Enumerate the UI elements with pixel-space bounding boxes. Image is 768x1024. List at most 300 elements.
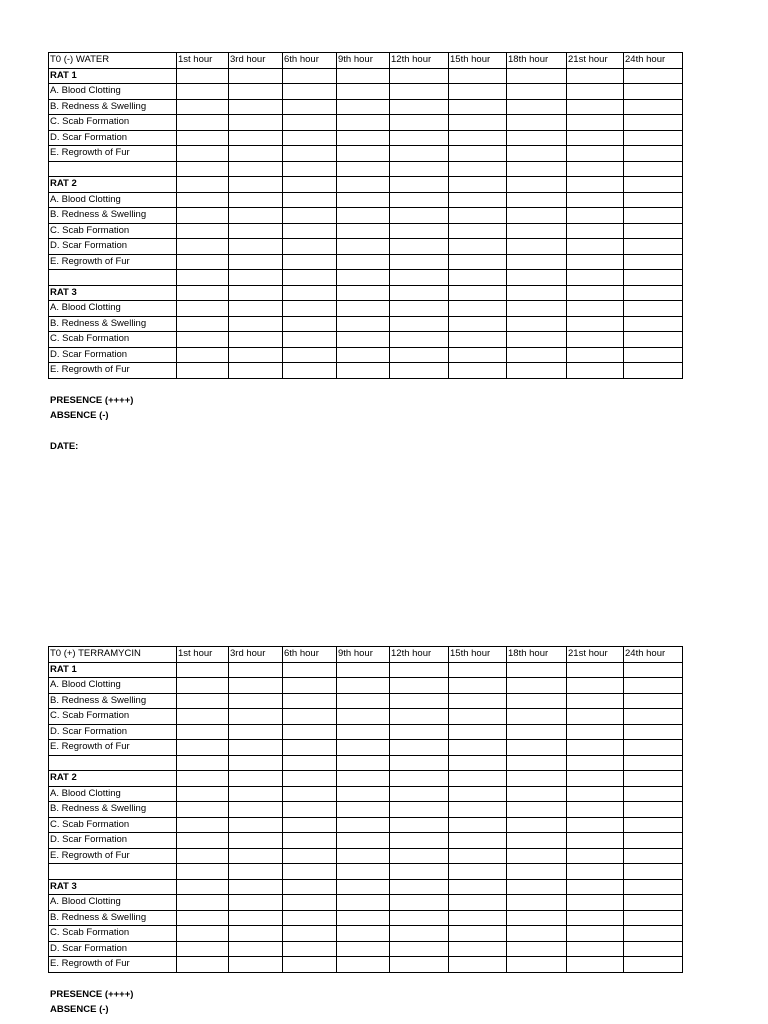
observation-cell[interactable]	[507, 848, 567, 864]
observation-cell[interactable]	[449, 879, 507, 895]
observation-cell[interactable]	[507, 332, 567, 348]
observation-cell[interactable]	[390, 926, 449, 942]
observation-cell[interactable]	[283, 926, 337, 942]
observation-cell[interactable]	[337, 941, 390, 957]
empty-cell[interactable]	[390, 270, 449, 286]
observation-cell[interactable]	[567, 254, 624, 270]
observation-cell[interactable]	[337, 239, 390, 255]
observation-cell[interactable]	[507, 347, 567, 363]
observation-cell[interactable]	[283, 332, 337, 348]
observation-cell[interactable]	[507, 223, 567, 239]
observation-cell[interactable]	[177, 678, 229, 694]
observation-cell[interactable]	[624, 223, 683, 239]
observation-cell[interactable]	[390, 192, 449, 208]
empty-cell[interactable]	[49, 161, 177, 177]
observation-cell[interactable]	[567, 332, 624, 348]
observation-cell[interactable]	[390, 332, 449, 348]
observation-cell[interactable]	[229, 833, 283, 849]
observation-cell[interactable]	[337, 208, 390, 224]
observation-cell[interactable]	[507, 316, 567, 332]
observation-cell[interactable]	[390, 223, 449, 239]
observation-cell[interactable]	[567, 833, 624, 849]
observation-cell[interactable]	[624, 347, 683, 363]
empty-cell[interactable]	[390, 161, 449, 177]
observation-cell[interactable]	[229, 363, 283, 379]
empty-cell[interactable]	[624, 270, 683, 286]
empty-cell[interactable]	[390, 755, 449, 771]
observation-cell[interactable]	[283, 363, 337, 379]
empty-cell[interactable]	[567, 864, 624, 880]
observation-cell[interactable]	[507, 709, 567, 725]
observation-cell[interactable]	[283, 177, 337, 193]
observation-cell[interactable]	[337, 332, 390, 348]
observation-cell[interactable]	[283, 239, 337, 255]
observation-cell[interactable]	[624, 363, 683, 379]
observation-cell[interactable]	[337, 895, 390, 911]
observation-cell[interactable]	[283, 130, 337, 146]
observation-cell[interactable]	[624, 817, 683, 833]
observation-cell[interactable]	[390, 285, 449, 301]
observation-cell[interactable]	[624, 332, 683, 348]
observation-cell[interactable]	[624, 130, 683, 146]
empty-cell[interactable]	[507, 270, 567, 286]
observation-cell[interactable]	[229, 678, 283, 694]
observation-cell[interactable]	[337, 693, 390, 709]
empty-cell[interactable]	[449, 270, 507, 286]
observation-cell[interactable]	[567, 709, 624, 725]
observation-cell[interactable]	[177, 130, 229, 146]
observation-cell[interactable]	[624, 285, 683, 301]
observation-cell[interactable]	[283, 941, 337, 957]
observation-cell[interactable]	[177, 957, 229, 973]
observation-cell[interactable]	[507, 254, 567, 270]
observation-cell[interactable]	[507, 662, 567, 678]
observation-cell[interactable]	[229, 68, 283, 84]
observation-cell[interactable]	[177, 786, 229, 802]
observation-cell[interactable]	[567, 316, 624, 332]
observation-cell[interactable]	[624, 957, 683, 973]
observation-cell[interactable]	[624, 926, 683, 942]
observation-cell[interactable]	[229, 802, 283, 818]
observation-cell[interactable]	[283, 99, 337, 115]
observation-cell[interactable]	[624, 678, 683, 694]
observation-cell[interactable]	[507, 957, 567, 973]
observation-cell[interactable]	[283, 833, 337, 849]
empty-cell[interactable]	[449, 161, 507, 177]
observation-cell[interactable]	[337, 740, 390, 756]
empty-cell[interactable]	[624, 755, 683, 771]
observation-cell[interactable]	[449, 285, 507, 301]
observation-cell[interactable]	[567, 130, 624, 146]
observation-cell[interactable]	[449, 926, 507, 942]
observation-cell[interactable]	[624, 802, 683, 818]
observation-cell[interactable]	[283, 192, 337, 208]
observation-cell[interactable]	[567, 115, 624, 131]
observation-cell[interactable]	[229, 223, 283, 239]
observation-cell[interactable]	[337, 99, 390, 115]
empty-cell[interactable]	[177, 270, 229, 286]
observation-cell[interactable]	[390, 833, 449, 849]
observation-cell[interactable]	[283, 115, 337, 131]
observation-cell[interactable]	[177, 662, 229, 678]
observation-cell[interactable]	[283, 285, 337, 301]
observation-cell[interactable]	[177, 285, 229, 301]
observation-cell[interactable]	[507, 208, 567, 224]
observation-cell[interactable]	[229, 848, 283, 864]
observation-cell[interactable]	[229, 285, 283, 301]
observation-cell[interactable]	[337, 316, 390, 332]
observation-cell[interactable]	[624, 192, 683, 208]
observation-cell[interactable]	[449, 254, 507, 270]
empty-cell[interactable]	[283, 270, 337, 286]
observation-cell[interactable]	[567, 941, 624, 957]
observation-cell[interactable]	[283, 301, 337, 317]
observation-cell[interactable]	[177, 926, 229, 942]
observation-cell[interactable]	[449, 301, 507, 317]
observation-cell[interactable]	[283, 910, 337, 926]
observation-cell[interactable]	[507, 724, 567, 740]
observation-cell[interactable]	[390, 786, 449, 802]
observation-cell[interactable]	[567, 879, 624, 895]
observation-cell[interactable]	[283, 678, 337, 694]
observation-cell[interactable]	[507, 678, 567, 694]
observation-cell[interactable]	[507, 177, 567, 193]
observation-cell[interactable]	[507, 693, 567, 709]
observation-cell[interactable]	[390, 99, 449, 115]
observation-cell[interactable]	[449, 146, 507, 162]
observation-cell[interactable]	[449, 771, 507, 787]
observation-cell[interactable]	[283, 146, 337, 162]
observation-cell[interactable]	[507, 301, 567, 317]
observation-cell[interactable]	[283, 208, 337, 224]
observation-cell[interactable]	[449, 957, 507, 973]
empty-cell[interactable]	[567, 270, 624, 286]
observation-cell[interactable]	[449, 740, 507, 756]
observation-cell[interactable]	[283, 848, 337, 864]
observation-cell[interactable]	[337, 709, 390, 725]
observation-cell[interactable]	[390, 895, 449, 911]
observation-cell[interactable]	[177, 802, 229, 818]
observation-cell[interactable]	[390, 177, 449, 193]
observation-cell[interactable]	[567, 285, 624, 301]
observation-cell[interactable]	[507, 239, 567, 255]
observation-cell[interactable]	[337, 363, 390, 379]
observation-cell[interactable]	[507, 941, 567, 957]
observation-cell[interactable]	[229, 316, 283, 332]
observation-cell[interactable]	[337, 254, 390, 270]
observation-cell[interactable]	[507, 285, 567, 301]
observation-cell[interactable]	[177, 879, 229, 895]
observation-cell[interactable]	[507, 802, 567, 818]
observation-cell[interactable]	[567, 239, 624, 255]
observation-cell[interactable]	[507, 146, 567, 162]
observation-cell[interactable]	[177, 146, 229, 162]
observation-cell[interactable]	[337, 130, 390, 146]
observation-cell[interactable]	[624, 848, 683, 864]
observation-cell[interactable]	[229, 115, 283, 131]
observation-cell[interactable]	[449, 662, 507, 678]
empty-cell[interactable]	[49, 755, 177, 771]
observation-cell[interactable]	[449, 802, 507, 818]
observation-cell[interactable]	[567, 957, 624, 973]
observation-cell[interactable]	[449, 910, 507, 926]
observation-cell[interactable]	[229, 771, 283, 787]
observation-cell[interactable]	[283, 740, 337, 756]
observation-cell[interactable]	[449, 316, 507, 332]
observation-cell[interactable]	[337, 833, 390, 849]
observation-cell[interactable]	[567, 301, 624, 317]
observation-cell[interactable]	[337, 223, 390, 239]
observation-cell[interactable]	[283, 802, 337, 818]
observation-cell[interactable]	[283, 223, 337, 239]
observation-cell[interactable]	[177, 910, 229, 926]
observation-cell[interactable]	[507, 895, 567, 911]
empty-cell[interactable]	[337, 755, 390, 771]
observation-cell[interactable]	[624, 709, 683, 725]
observation-cell[interactable]	[390, 817, 449, 833]
observation-cell[interactable]	[177, 301, 229, 317]
observation-cell[interactable]	[567, 208, 624, 224]
observation-cell[interactable]	[449, 84, 507, 100]
empty-cell[interactable]	[390, 864, 449, 880]
observation-cell[interactable]	[507, 363, 567, 379]
observation-cell[interactable]	[177, 347, 229, 363]
observation-cell[interactable]	[229, 332, 283, 348]
observation-cell[interactable]	[567, 740, 624, 756]
observation-cell[interactable]	[229, 177, 283, 193]
observation-cell[interactable]	[390, 316, 449, 332]
observation-cell[interactable]	[229, 130, 283, 146]
observation-cell[interactable]	[624, 895, 683, 911]
observation-cell[interactable]	[229, 709, 283, 725]
observation-cell[interactable]	[390, 957, 449, 973]
empty-cell[interactable]	[337, 270, 390, 286]
observation-cell[interactable]	[567, 68, 624, 84]
observation-cell[interactable]	[624, 771, 683, 787]
observation-cell[interactable]	[337, 802, 390, 818]
observation-cell[interactable]	[507, 740, 567, 756]
observation-cell[interactable]	[390, 709, 449, 725]
observation-cell[interactable]	[177, 239, 229, 255]
observation-cell[interactable]	[177, 177, 229, 193]
observation-cell[interactable]	[567, 802, 624, 818]
observation-cell[interactable]	[229, 146, 283, 162]
observation-cell[interactable]	[337, 285, 390, 301]
observation-cell[interactable]	[229, 693, 283, 709]
observation-cell[interactable]	[283, 68, 337, 84]
observation-cell[interactable]	[567, 771, 624, 787]
observation-cell[interactable]	[229, 662, 283, 678]
empty-cell[interactable]	[449, 755, 507, 771]
empty-cell[interactable]	[507, 161, 567, 177]
observation-cell[interactable]	[337, 301, 390, 317]
observation-cell[interactable]	[390, 68, 449, 84]
observation-cell[interactable]	[624, 316, 683, 332]
observation-cell[interactable]	[177, 68, 229, 84]
observation-cell[interactable]	[624, 254, 683, 270]
empty-cell[interactable]	[283, 755, 337, 771]
observation-cell[interactable]	[177, 833, 229, 849]
observation-cell[interactable]	[624, 879, 683, 895]
observation-cell[interactable]	[567, 662, 624, 678]
empty-cell[interactable]	[49, 270, 177, 286]
observation-cell[interactable]	[283, 895, 337, 911]
observation-cell[interactable]	[390, 771, 449, 787]
observation-cell[interactable]	[229, 786, 283, 802]
observation-cell[interactable]	[624, 208, 683, 224]
observation-cell[interactable]	[177, 724, 229, 740]
observation-cell[interactable]	[449, 208, 507, 224]
observation-cell[interactable]	[567, 84, 624, 100]
observation-cell[interactable]	[449, 817, 507, 833]
observation-cell[interactable]	[449, 223, 507, 239]
observation-cell[interactable]	[177, 208, 229, 224]
empty-cell[interactable]	[177, 161, 229, 177]
observation-cell[interactable]	[507, 879, 567, 895]
observation-cell[interactable]	[229, 301, 283, 317]
observation-cell[interactable]	[229, 84, 283, 100]
observation-cell[interactable]	[449, 68, 507, 84]
observation-cell[interactable]	[283, 724, 337, 740]
observation-cell[interactable]	[390, 84, 449, 100]
observation-cell[interactable]	[449, 786, 507, 802]
observation-cell[interactable]	[337, 662, 390, 678]
observation-cell[interactable]	[624, 786, 683, 802]
empty-cell[interactable]	[507, 755, 567, 771]
empty-cell[interactable]	[49, 864, 177, 880]
observation-cell[interactable]	[567, 910, 624, 926]
observation-cell[interactable]	[337, 115, 390, 131]
observation-cell[interactable]	[337, 910, 390, 926]
observation-cell[interactable]	[177, 941, 229, 957]
observation-cell[interactable]	[283, 817, 337, 833]
observation-cell[interactable]	[229, 740, 283, 756]
observation-cell[interactable]	[229, 895, 283, 911]
observation-cell[interactable]	[624, 662, 683, 678]
observation-cell[interactable]	[283, 709, 337, 725]
observation-cell[interactable]	[390, 910, 449, 926]
observation-cell[interactable]	[567, 895, 624, 911]
observation-cell[interactable]	[337, 817, 390, 833]
observation-cell[interactable]	[390, 662, 449, 678]
observation-cell[interactable]	[567, 678, 624, 694]
observation-cell[interactable]	[337, 879, 390, 895]
observation-cell[interactable]	[507, 115, 567, 131]
observation-cell[interactable]	[283, 957, 337, 973]
observation-cell[interactable]	[624, 833, 683, 849]
observation-cell[interactable]	[507, 68, 567, 84]
observation-cell[interactable]	[177, 192, 229, 208]
observation-cell[interactable]	[624, 68, 683, 84]
observation-cell[interactable]	[177, 332, 229, 348]
observation-cell[interactable]	[337, 68, 390, 84]
observation-cell[interactable]	[567, 192, 624, 208]
observation-cell[interactable]	[229, 724, 283, 740]
observation-cell[interactable]	[567, 786, 624, 802]
empty-cell[interactable]	[624, 161, 683, 177]
observation-cell[interactable]	[177, 693, 229, 709]
observation-cell[interactable]	[449, 678, 507, 694]
observation-cell[interactable]	[337, 678, 390, 694]
observation-cell[interactable]	[229, 817, 283, 833]
observation-cell[interactable]	[177, 817, 229, 833]
observation-cell[interactable]	[177, 316, 229, 332]
observation-cell[interactable]	[177, 254, 229, 270]
observation-cell[interactable]	[449, 347, 507, 363]
empty-cell[interactable]	[337, 864, 390, 880]
empty-cell[interactable]	[229, 864, 283, 880]
observation-cell[interactable]	[390, 848, 449, 864]
observation-cell[interactable]	[337, 146, 390, 162]
observation-cell[interactable]	[390, 130, 449, 146]
observation-cell[interactable]	[177, 115, 229, 131]
observation-cell[interactable]	[624, 740, 683, 756]
observation-cell[interactable]	[449, 848, 507, 864]
observation-cell[interactable]	[337, 771, 390, 787]
observation-cell[interactable]	[624, 84, 683, 100]
observation-cell[interactable]	[337, 957, 390, 973]
observation-cell[interactable]	[624, 146, 683, 162]
observation-cell[interactable]	[390, 740, 449, 756]
empty-cell[interactable]	[283, 864, 337, 880]
observation-cell[interactable]	[229, 347, 283, 363]
observation-cell[interactable]	[624, 177, 683, 193]
observation-cell[interactable]	[390, 724, 449, 740]
empty-cell[interactable]	[624, 864, 683, 880]
observation-cell[interactable]	[283, 84, 337, 100]
empty-cell[interactable]	[177, 864, 229, 880]
observation-cell[interactable]	[449, 941, 507, 957]
observation-cell[interactable]	[177, 223, 229, 239]
observation-cell[interactable]	[283, 254, 337, 270]
observation-cell[interactable]	[337, 848, 390, 864]
observation-cell[interactable]	[229, 926, 283, 942]
empty-cell[interactable]	[337, 161, 390, 177]
empty-cell[interactable]	[567, 161, 624, 177]
observation-cell[interactable]	[567, 146, 624, 162]
empty-cell[interactable]	[283, 161, 337, 177]
observation-cell[interactable]	[507, 926, 567, 942]
observation-cell[interactable]	[624, 115, 683, 131]
observation-cell[interactable]	[567, 926, 624, 942]
observation-cell[interactable]	[449, 332, 507, 348]
empty-cell[interactable]	[507, 864, 567, 880]
observation-cell[interactable]	[283, 786, 337, 802]
observation-cell[interactable]	[177, 363, 229, 379]
observation-cell[interactable]	[390, 678, 449, 694]
observation-cell[interactable]	[624, 724, 683, 740]
observation-cell[interactable]	[567, 99, 624, 115]
observation-cell[interactable]	[449, 99, 507, 115]
observation-cell[interactable]	[390, 347, 449, 363]
empty-cell[interactable]	[229, 755, 283, 771]
observation-cell[interactable]	[624, 693, 683, 709]
observation-cell[interactable]	[507, 786, 567, 802]
observation-cell[interactable]	[449, 833, 507, 849]
observation-cell[interactable]	[567, 177, 624, 193]
empty-cell[interactable]	[229, 161, 283, 177]
observation-cell[interactable]	[337, 347, 390, 363]
observation-cell[interactable]	[624, 301, 683, 317]
observation-cell[interactable]	[229, 99, 283, 115]
observation-cell[interactable]	[283, 662, 337, 678]
observation-cell[interactable]	[283, 771, 337, 787]
observation-cell[interactable]	[507, 817, 567, 833]
observation-cell[interactable]	[567, 223, 624, 239]
observation-cell[interactable]	[177, 740, 229, 756]
empty-cell[interactable]	[567, 755, 624, 771]
empty-cell[interactable]	[449, 864, 507, 880]
